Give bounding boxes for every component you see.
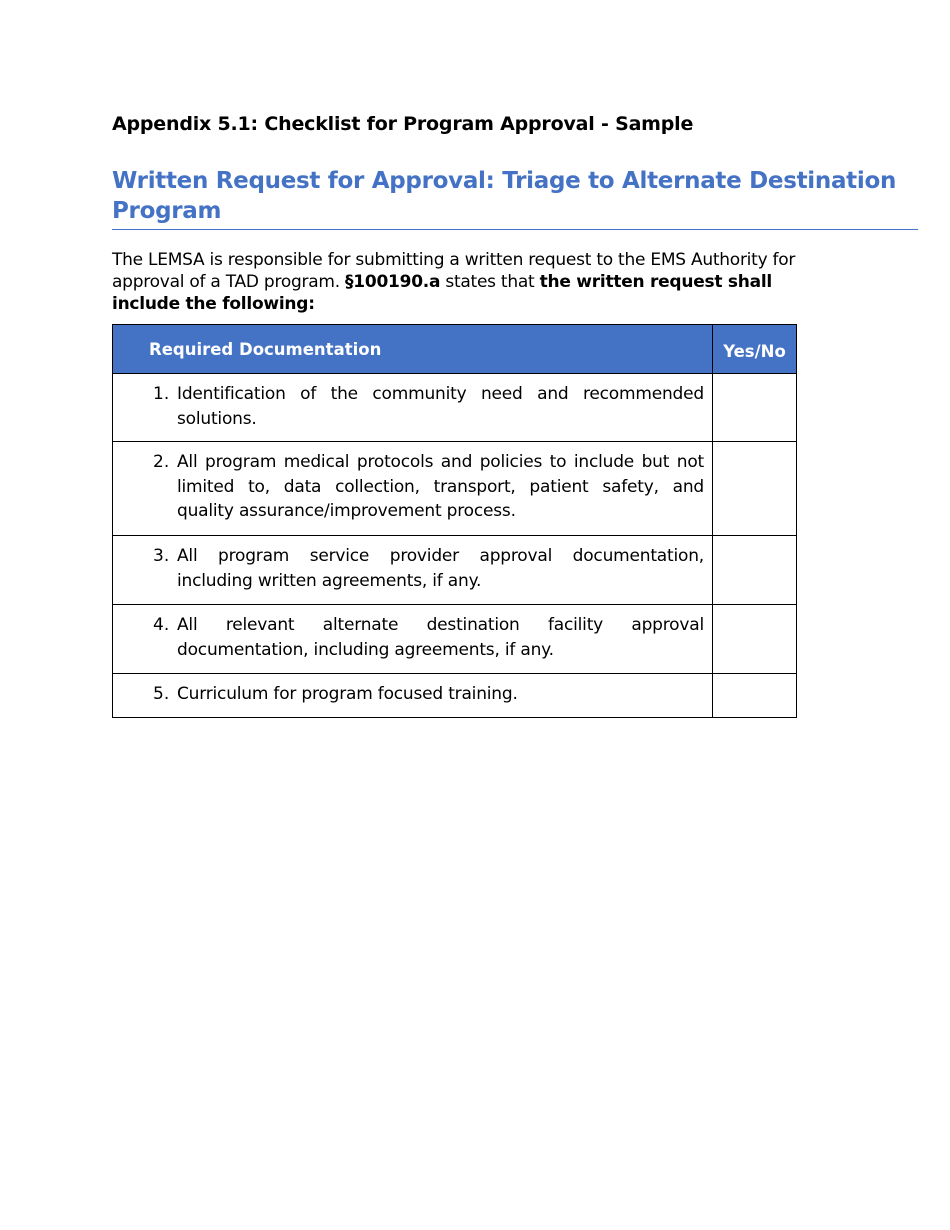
documentation-cell [113,374,713,442]
yes-no-cell[interactable] [713,536,797,605]
header-required-documentation: Required Documentation [113,325,713,374]
yes-no-cell[interactable] [713,442,797,536]
required-documentation-table [112,324,797,718]
item-text: Curriculum for program focused training. [177,684,518,704]
item-text: All program medical protocols and policies to include but not limited to, data collection, transport, patient safety, and quality assurance/improvement process. [177,452,704,521]
section-heading: Written Request for Approval: Triage to Alternate Destination Program [112,166,918,230]
table-row [113,605,797,674]
table-row [113,442,797,536]
item-text: All relevant alternate destination facility approval documentation, including agreements, if any. [177,615,704,660]
item-number: 5. [153,684,170,704]
yes-no-cell[interactable] [713,674,797,718]
item-text: Identification of the community need and recommended solutions. [177,384,704,429]
yes-no-cell[interactable] [713,374,797,442]
item-number: 3. [153,546,170,566]
item-number: 2. [153,452,170,472]
yes-no-cell[interactable] [713,605,797,674]
intro-text-2: states that [440,272,540,292]
item-number: 1. [153,384,170,404]
appendix-title: Appendix 5.1: Checklist for Program Approval - Sample [112,113,694,135]
documentation-cell [113,442,713,536]
table-row [113,374,797,442]
table-row [113,674,797,718]
table-header-row [113,325,797,374]
header-yes-no: Yes/No [713,325,797,374]
intro-emphasis: the written request shall include the following: [112,272,772,314]
documentation-cell [113,536,713,605]
intro-paragraph [112,249,832,315]
item-number: 4. [153,615,170,635]
intro-text-1: The LEMSA is responsible for submitting a written request to the EMS Authority for approval of a TAD program. [112,250,796,292]
documentation-cell [113,605,713,674]
intro-citation: §100190.a [345,272,441,292]
item-text: All program service provider approval documentation, including written agreements, if any. [177,546,704,591]
table-row [113,536,797,605]
documentation-cell [113,674,713,718]
